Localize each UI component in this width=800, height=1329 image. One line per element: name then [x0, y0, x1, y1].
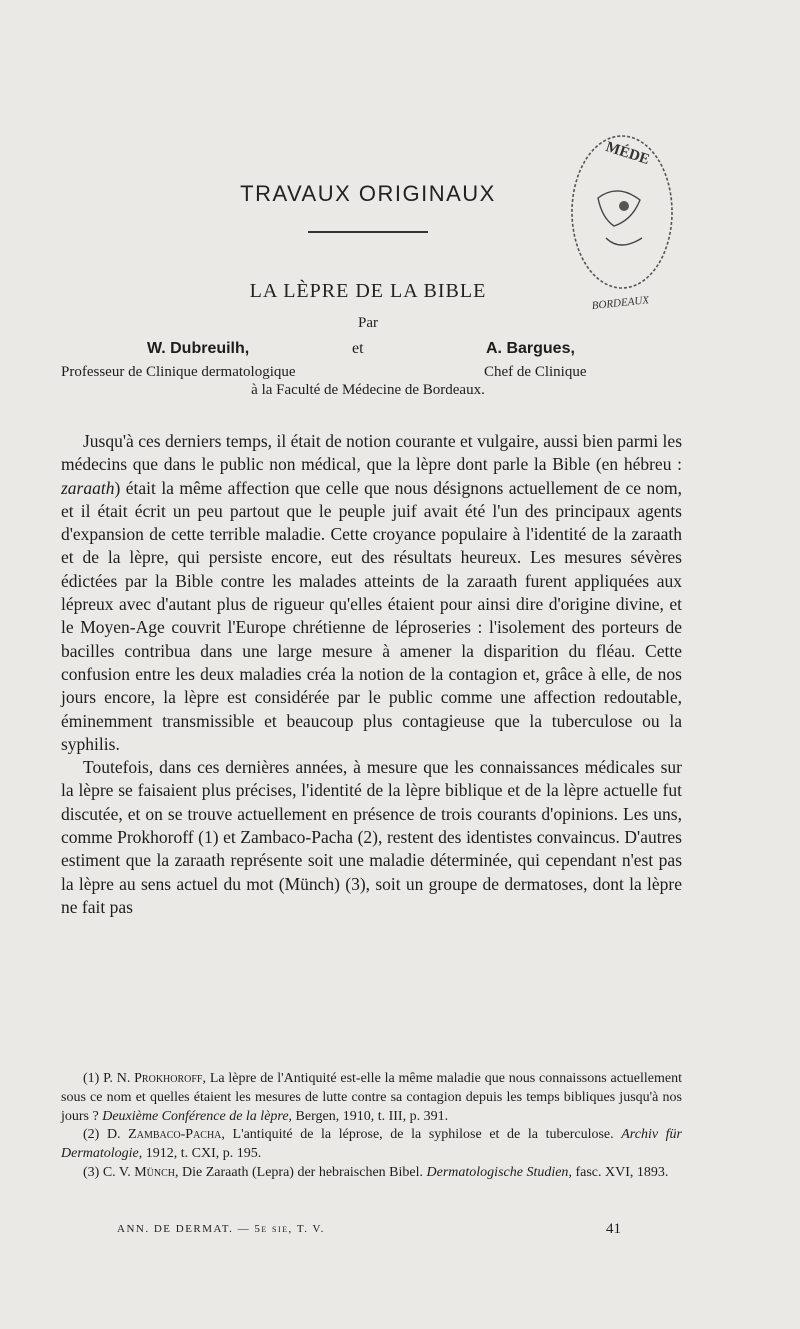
footnote-text: , La lèpre de l'Antiquité est-elle la même maladie que nous connaissons actuellement sous ce nom et quelles étaient les mesures de lutte contre sa contagion depuis les temps bibliques jusqu'à nos jours ?	[61, 1071, 683, 1124]
term-zaraath: zaraath	[61, 477, 115, 498]
footnote-author: Prokhoroff	[134, 1071, 203, 1086]
author-role: Chef de Clinique	[484, 364, 587, 380]
footnote-rest: , Bergen, 1910, t. III, p. 391.	[288, 1108, 449, 1124]
title-rule	[308, 231, 428, 233]
footnote-text: , Die Zaraath (Lepra) der hebraischen Bibel.	[175, 1164, 427, 1180]
footnotes	[61, 1070, 682, 1183]
footnote-prefix: (3) C. V.	[83, 1164, 135, 1180]
footnote-source: Dermatologische Studien	[426, 1164, 569, 1180]
footnote-author: Zambaco-Pacha	[128, 1127, 222, 1143]
footnote	[61, 1126, 682, 1164]
text-run: Toutefois, dans ces dernières années, à mesure que les connaissances médicales sur la lèpre se faisaient plus précises, l'identité de la lèpre biblique et de la lèpre actuelle fut discutée, et on se trouve actuellement en présence de trois courants d'opinions. Les uns, comme Prokhoroff (1) et Zambaco-Pacha (2), restent des identistes convaincus. D'autres estiment que la zaraath représente soit une maladie déterminée, qui cependant n'est pas la lèpre au sens actuel du mot (Münch) (3), soit un groupe de dermatoses, dont la lèpre ne fait pas	[61, 757, 682, 917]
text-run: ) était la même affection que celle que nous désignons actuellement de ce nom, et il était écrit un peu partout que le peuple juif avait été l'un des principaux agents d'expansion de cette terrible maladie. Cette croyance populaire à l'identité de la zaraath et de la lèpre, qui persiste encore, eut des résultats heureux. Les mesures sévères édictées par la Bible contre les malades atteints de la zaraath furent appliquées aux lépreux avec d'autant plus de rigueur qu'elles étaient pour ainsi dire d'origine divine, et le Moyen-Age couvrit l'Europe chrétienne de léproseries : l'isolement des porteurs de bacilles contribua dans une large mesure à amener la disparition du fléau. Cette confusion entre les deux maladies créa la notion de la contagion et, grâce à elle, de nos jours encore, la lèpre est considérée par le public comme une affection redoutable, éminemment transmissible et beaucoup plus contagieuse que la tuberculose ou la syphilis.	[61, 477, 682, 754]
byline: Par	[358, 315, 378, 331]
article-title: LA LÈPRE DE LA BIBLE	[249, 280, 487, 302]
article-body	[61, 430, 682, 919]
footnote-prefix: (2) D.	[83, 1127, 129, 1143]
text-run: Jusqu'à ces derniers temps, il était de notion courante et vulgaire, aussi bien parmi les médecins que dans le public non médical, que la lèpre dont parle la Bible (en hébreu :	[61, 431, 682, 475]
page-number: 41	[606, 1221, 621, 1237]
author-role: Professeur de Clinique dermatologique	[61, 364, 296, 380]
footnote-rest: , fasc. XVI, 1893.	[568, 1164, 669, 1180]
affiliation: à la Faculté de Médecine de Bordeaux.	[251, 382, 485, 398]
footnote-prefix: (1) P. N.	[83, 1071, 135, 1086]
footnote-author: Münch	[134, 1164, 176, 1180]
section-title: TRAVAUX ORIGINAUX	[240, 181, 496, 206]
stamp-top-text: MÉDE	[603, 139, 652, 169]
author-name: W. Dubreuilh,	[147, 340, 250, 357]
journal-reference: ANN. DE DERMAT. — 5e sie, T. V.	[117, 1223, 325, 1235]
author-conjunction: et	[352, 340, 364, 357]
footnote-text: , L'antiquité de la léprose, de la syphilose et de la tuberculose.	[221, 1127, 622, 1143]
footnote	[61, 1164, 682, 1183]
footnote	[61, 1070, 682, 1126]
footnote-rest: , 1912, t. CXI, p. 195.	[138, 1146, 262, 1162]
paragraph	[61, 756, 682, 919]
paragraph	[61, 430, 682, 756]
footnote-source: Deuxième Conférence de la lèpre	[102, 1108, 289, 1124]
author-name: A. Bargues,	[486, 340, 575, 357]
stamp-bottom-text: BORDEAUX	[591, 294, 650, 313]
footnote-source: Archiv für Dermatologie	[61, 1127, 683, 1162]
